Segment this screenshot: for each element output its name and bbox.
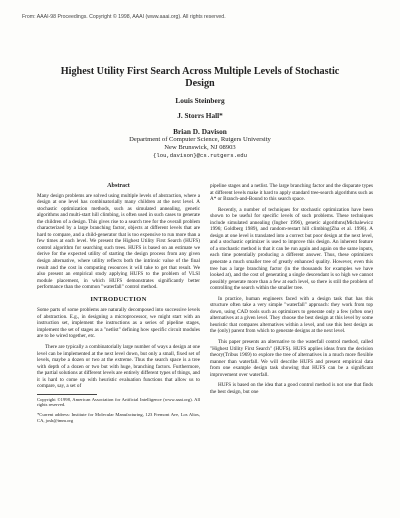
paper-header (0, 66, 400, 159)
author-email: {lou,davison}@cs.rutgers.edu (153, 152, 247, 159)
right-column (210, 183, 373, 399)
author-3: Brian D. Davison (173, 127, 227, 136)
intro-paragraph-1: Some parts of some problems are naturally decomposed into successive levels of abstraction. E.g., in designing a microprocessor, we might start with an instruction set, implement the instructions as a series of pipeline stages, implement the set of stages as a "netlist" defining how specific circuit modules are to be wired together, etc. (37, 307, 200, 340)
body-paragraph-2: Recently, a number of techniques for stochastic optimization have been shown to be useful for specific levels of such problems. These techniques include simulated annealing (Ingber 1996), genetic algorithms(Michalewicz 1996; Goldberg 1989), and random-restart hill climbing(Zha et al. 1996). A design at one level is translated into a correct but poor design at the next level, and a stochastic optimizer is used to improve this design. An inherent feature of a stochastic method is that it can be run again and again on the same inputs, each time potentially producing a different answer. Thus, these optimizers generate a much smaller tree of greatly enhanced quality. However, even this tree has a large branching factor (in the thousands for examples we have looked at), and the cost of generating a single descendant is so high we cannot possibly generate more than a few at each level, so there is still the problem of controlling the search within the smaller tree. (210, 206, 373, 292)
abstract-text: Many design problems are solved using multiple levels of abstraction, where a design at one level has combinatorially many children at the next level. A stochastic optimization methods, such as simulated annealing, genetic algorithms and multi-start hill climbing, is often used in such cases to generate the children of a design. This gives rise to a search tree for the overall problem characterized by a large branching factor, objects at different levels that are hard to compare, and a child-generator that is too expensive to run more than a few times at each level. We present the Highest Utility First Search (HUFS) control algorithm for searching such trees. HUFS is based on an estimate we derive for the expected utility of starting the design process from any given design alternative, where utility reflects both the intrinsic value of the final result and the cost in computing resources it will take to get that result. We also present an empirical study applying HUFS to the problem of VLSI module placement, in which HUFS demonstrates significantly better performance than the common "waterfall" control method. (37, 192, 200, 291)
body-paragraph-5: HUFS is based on the idea that a good control method is not one that finds the best design, but one (210, 382, 373, 395)
abstract-heading: Abstract (107, 183, 130, 189)
footnote-copyright: Copyright ©1998, American Association for Artificial Intelligence (www.aaai.org). All rights reserved. (37, 396, 200, 408)
intro-paragraph-2: There are typically a combinatorially large number of ways a design at one level can be implemented at the next level down, but only a small, fixed set of levels, maybe a dozen or two at the extreme. Thus the search space is a tree with depth of a dozen or two but with huge, branching factors. Furthermore, the partial solutions at different levels are entirely different types of things, and it is hard to come up with heuristic evaluation functions that allow us to compare, say, a set of (37, 344, 200, 390)
author-1: Louis Steinberg (175, 96, 225, 105)
left-column (37, 183, 200, 427)
body-paragraph-3: In practice, human engineers faced with a design task that has this structure often take a very simple "waterfall" approach: they work from top down, using CAD tools such as optimizers to generate only a few (often one) alternatives at a given level. They choose the best design at this level by some heuristic that compares alternatives within a level, and use this best design as the (only) parent from which to generate designs at the next level. (210, 295, 373, 335)
paper-title: Highest Utility First Search Across Multiple Levels of Stochastic Design (60, 66, 340, 89)
footnote-rule (37, 394, 97, 395)
affiliation-line-1: Department of Computer Science, Rutgers University (129, 136, 271, 143)
body-paragraph-1: pipeline stages and a netlist. The large branching factor and the disparate types at different levels make it hard to apply standard tree-search algorithms such as A* or Branch-and-Bound to this search space. (210, 183, 373, 203)
introduction-heading: INTRODUCTION (90, 295, 147, 303)
footnote-address: *Current address: Institute for Molecular Manufacturing, 123 Fremont Ave, Los Altos, CA, josh@imm.org (37, 412, 200, 423)
copyright-header: From: AAAI-98 Proceedings. Copyright © 1998, AAAI (www.aaai.org). All rights reserved. (22, 14, 226, 20)
body-paragraph-4: This paper presents an alternative to the waterfall control method, called "Highest Utility First Search" (HUFS). HUFS applies ideas from the decision theory(Tribus 1969) to explore the tree of alternatives in a much more flexible manner than waterfall. We will describe HUFS and present empirical data from one example design task showing that HUFS can be a significant improvement over waterfall. (210, 339, 373, 378)
affiliation-line-2: New Brunswick, NJ 08903 (164, 144, 236, 151)
author-2: J. Storrs Hall* (177, 111, 223, 120)
